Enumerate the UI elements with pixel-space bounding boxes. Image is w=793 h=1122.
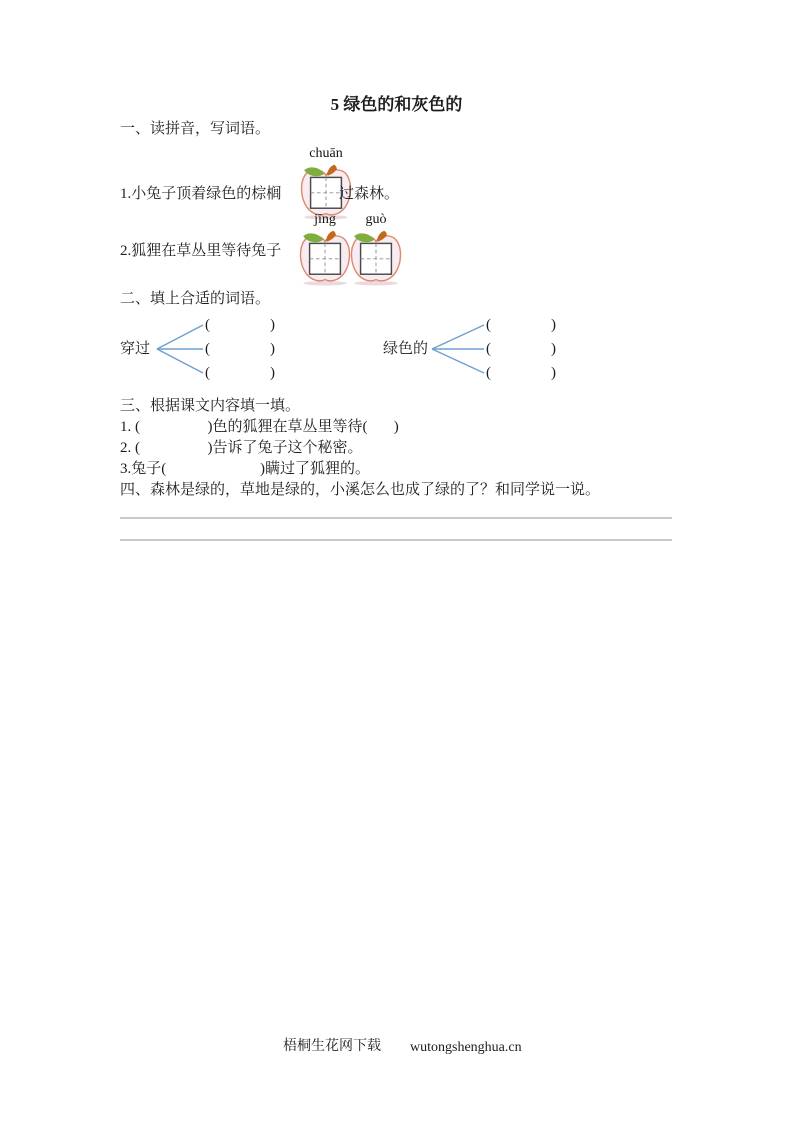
apple-writing-box-icon bbox=[296, 228, 354, 286]
section-one-header: 一、读拼音，写词语。 bbox=[120, 121, 271, 137]
fan-left-blank-3: ( ) bbox=[205, 365, 275, 381]
fan-right-blank-2: ( ) bbox=[486, 341, 556, 357]
fan-right-blank-3: ( ) bbox=[486, 365, 556, 381]
question-2-text: 2.狐狸在草丛里等待兔子 bbox=[120, 243, 282, 259]
pinyin-label: jīng bbox=[314, 212, 336, 227]
page-title: 5 绿色的和灰色的 bbox=[330, 95, 463, 114]
answer-line-2 bbox=[120, 539, 672, 541]
pinyin-label: guò bbox=[365, 212, 387, 227]
fan-left-word: 穿过 bbox=[120, 341, 151, 357]
footer-site-url: wutongshenghua.cn bbox=[410, 1040, 522, 1055]
section-three-header: 三、根据课文内容填一填。 bbox=[120, 398, 301, 414]
fan-left-blank-2: ( ) bbox=[205, 341, 275, 357]
answer-line-1 bbox=[120, 517, 672, 519]
apple-writing-box-icon bbox=[347, 228, 405, 286]
writing-box-unit-1 bbox=[297, 146, 355, 220]
fan-right-word: 绿色的 bbox=[383, 341, 429, 357]
question-1-text-pre: 1.小兔子顶着绿色的棕榈 bbox=[120, 186, 282, 202]
section-four-prompt: 四、森林是绿的，草地是绿的，小溪怎么也成了绿的了？和同学说一说。 bbox=[120, 482, 601, 498]
fill-in-item-3: 3.兔子( )瞒过了狐狸的。 bbox=[120, 461, 370, 477]
fan-left-blank-1: ( ) bbox=[205, 317, 275, 333]
fill-in-item-1: 1. ( )色的狐狸在草丛里等待( ) bbox=[120, 419, 399, 435]
pinyin-label: chuān bbox=[309, 146, 343, 161]
section-two-header: 二、填上合适的词语。 bbox=[120, 291, 271, 307]
writing-box-unit-2a bbox=[296, 212, 354, 286]
fan-right-blank-1: ( ) bbox=[486, 317, 556, 333]
footer-site-name: 梧桐生花网下载 bbox=[283, 1039, 381, 1054]
word-match-diagram bbox=[0, 310, 793, 390]
fill-in-item-2: 2. ( )告诉了兔子这个秘密。 bbox=[120, 440, 363, 456]
writing-box-unit-2b bbox=[347, 212, 405, 286]
question-1-text-post: 过森林。 bbox=[339, 186, 400, 202]
